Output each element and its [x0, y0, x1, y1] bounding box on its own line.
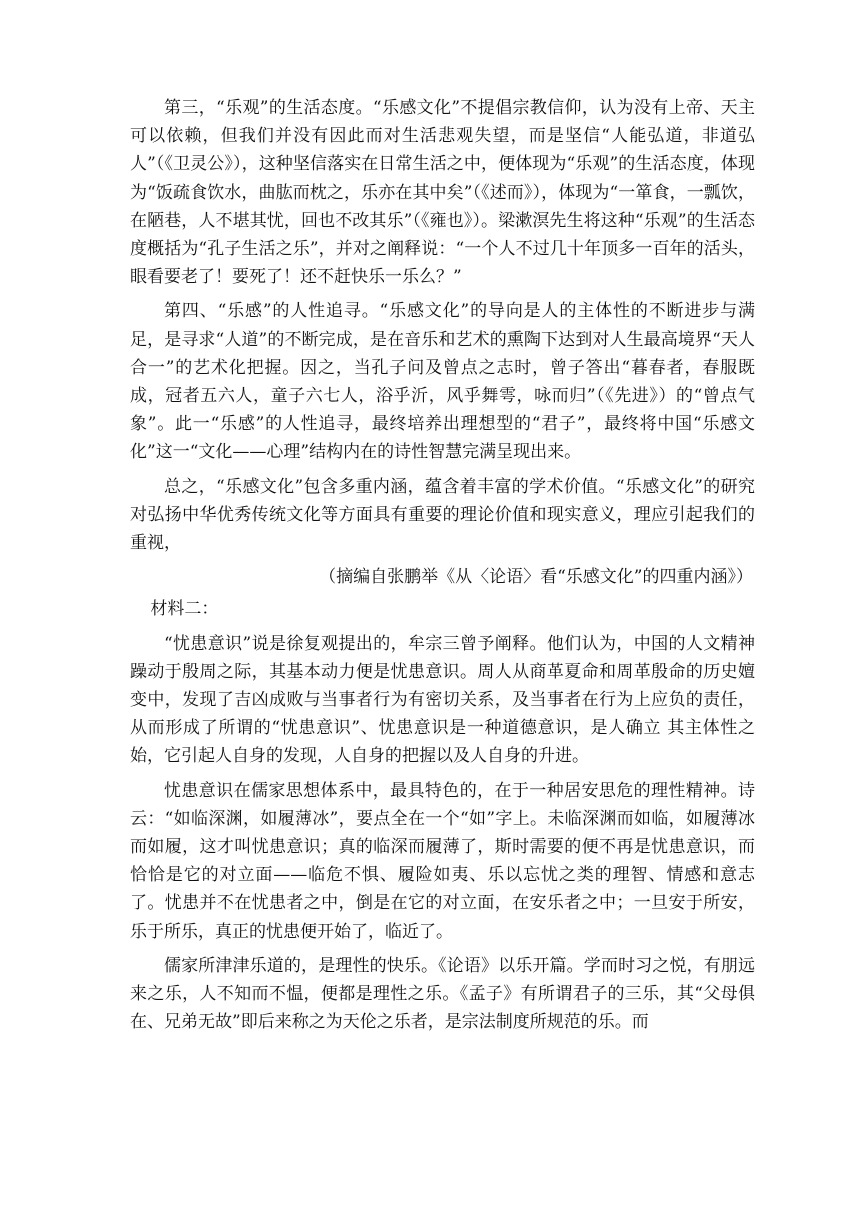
paragraph-concern-consciousness: “忧患意识”说是徐复观提出的，牟宗三曾予阐释。他们认为，中国的人文精神躁动于殷周之际，其基本动力便是忧患意识。周人从商革夏命和周革殷命的历史嬗变中，发现了吉凶成败与当事者行为有密切关系，及当事者在行为上应负的责任，从而形成了所谓的“忧患意识”、忧患意识是一种道德意识，是人确立 其主体性之始，它引起人自身的发现，人自身的把握以及人自身的升进。 [130, 633, 755, 767]
paragraph-conclusion: 总之，“乐感文化”包含多重内涵，蕴含着丰富的学术价值。“乐感文化”的研究对弘扬中华优秀传统文化等方面具有重要的理论价值和现实意义，理应引起我们的重视， [130, 476, 755, 554]
document-page [130, 94, 755, 1043]
source-citation: （摘编自张鹏举《从〈论语〉看“乐感文化”的四重内涵》） [319, 567, 753, 588]
paragraph-rational-joy: 儒家所津津乐道的，是理性的快乐。《论语》以乐开篇。学而时习之悦，有朋远来之乐，人不知而不愠，便都是理性之乐。《孟子》有所谓君子的三乐，其“父母俱在、兄弟无故”即后来称之为天伦之乐者，是宗法制度所规范的乐。而 [130, 955, 755, 1033]
paragraph-humanity-pursuit: 第四、“乐感”的人性追寻。“乐感文化”的导向是人的主体性的不断进步与满足，是寻求“人道”的不断完成，是在音乐和艺术的熏陶下达到对人生最高境界“天人合一”的艺术化把握。因之，当孔子问及曾点之志时，曾子答出“暮春者，春服既成，冠者五六人，童子六七人，浴乎沂，风乎舞雩，咏而归”（《先进》）的“曾点气象”。此一“乐感”的人性追寻，最终培养出理想型的“君子”，最终将中国“乐感文化”这一“文化——心理”结构内在的诗性智慧完满呈现出来。 [130, 301, 755, 463]
paragraph-rational-spirit: 忧患意识在儒家思想体系中，最具特色的，在于一种居安思危的理性精神。诗云：“如临深渊，如履薄冰”，要点全在一个“如”字上。未临深渊而如临，如履薄冰而如履，这才叫忧患意识；真的临深而履薄了，斯时需要的便不再是忧患意识，而恰恰是它的对立面——临危不惧、履险如夷、乐以忘忧之类的理智、情感和意志了。忧患并不在忧患者之中，倒是在它的对立面，在安乐者之中；一旦安于所安，乐于所乐，真正的忧患便开始了，临近了。 [130, 780, 755, 942]
paragraph-optimistic-attitude: 第三，“乐观”的生活态度。“乐感文化”不提倡宗教信仰，认为没有上帝、天主可以依赖，但我们并没有因此而对生活悲观失望，而是坚信“人能弘道，非道弘人”（《卫灵公》），这种坚信落实在日常生活之中，便体现为“乐观”的生活态度，体现为“饭疏食饮水，曲肱而枕之，乐亦在其中矣”（《述而》），体现为“一箪食，一瓢饮，在陋巷，人不堪其忧，回也不改其乐”（《雍也》）。梁漱溟先生将这种“乐观”的生活态度概括为“孔子生活之乐”，并对之阐释说：“一个人不过几十年顶多一百年的活头，眼看要老了！要死了！还不赶快乐一乐么？” [130, 98, 755, 288]
material-two-label: 材料二： [150, 599, 219, 620]
